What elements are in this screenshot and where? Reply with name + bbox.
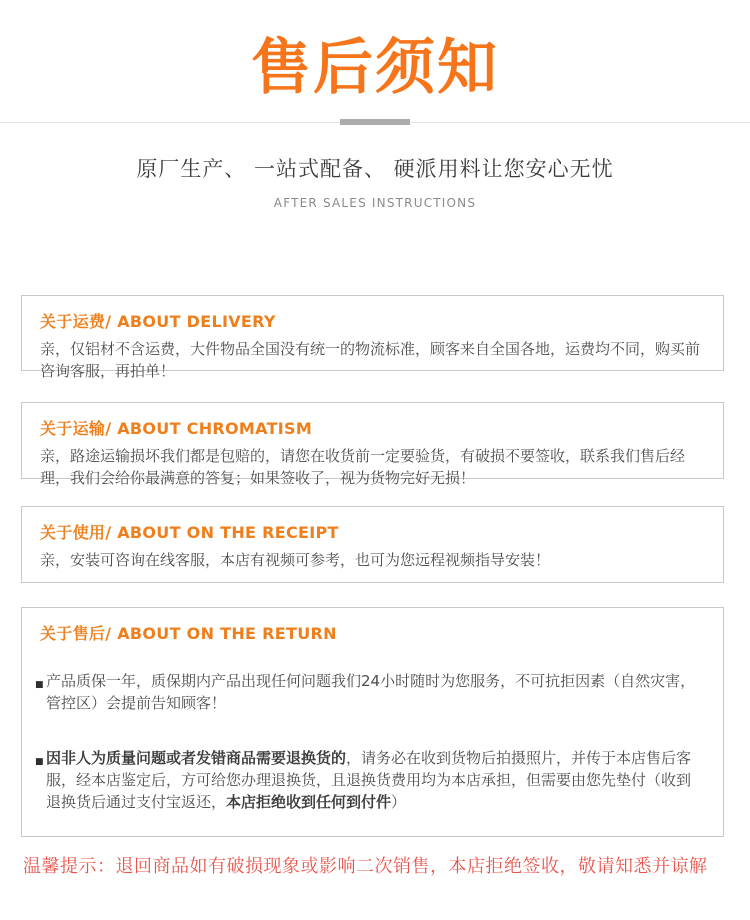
section-heading-delivery: 关于运费/ ABOUT DELIVERY [40,312,276,331]
bullet-text: ，请务必在收到货物后拍摄照片，并传于本店售后客服，经本店鉴定后，方可给您办理退换货，且退换货费用均为本店承担，但需要由您先垫付（收到退换货后通过支付宝返还， [46,749,692,811]
hero-header [0,0,750,104]
section-box-delivery [21,295,724,380]
square-bullet-icon: ■ [35,680,44,690]
bullet-text-bold-tail: 本店拒绝收到任何到付件 [226,793,392,811]
page-subtitle-english: AFTER SALES INSTRUCTIONS [273,196,477,210]
notice-sections [0,295,750,837]
page-subtitle: 原厂生产、 一站式配备、 硬派用料让您安心无忧 [136,157,614,181]
section-heading-receipt: 关于使用/ ABOUT ON THE RECEIPT [40,523,339,542]
section-box-receipt [21,506,724,583]
bullet-text-close: ） [391,793,407,811]
divider-accent-bar [340,119,410,125]
section-heading-chromatism: 关于运输/ ABOUT CHROMATISM [40,419,313,438]
section-body-chromatism: 亲，路途运输损坏我们都是包赔的，请您在收货前一定要验货，有破损不要签收，联系我们售后经理，我们会给你最满意的答复；如果签收了，视为货物完好无损！ [40,447,686,487]
section-box-return [21,607,724,837]
warm-reminder-note: 温馨提示：退回商品如有破损现象或影响二次销售，本店拒绝签收，敬请知悉并谅解 [23,856,708,877]
section-body-delivery: 亲，仅铝材不含运费，大件物品全国没有统一的物流标准，顾客来自全国各地，运费均不同，购买前咨询客服，再拍单！ [40,340,701,380]
return-bullet-exchange [35,747,703,813]
bullet-text-bold-lead: 因非人为质量问题或者发错商品需要退换货的 [46,749,347,767]
section-box-chromatism [21,402,724,487]
section-heading-return: 关于售后/ ABOUT ON THE RETURN [40,624,337,643]
return-bullet-warranty [35,670,703,714]
square-bullet-icon: ■ [35,757,44,767]
section-body-receipt: 亲，安装可咨询在线客服，本店有视频可参考，也可为您远程视频指导安装！ [40,551,551,569]
bullet-text: 产品质保一年，质保期内产品出现任何问题我们24小时随时为您服务，不可抗拒因素（自然灾害，管控区）会提前告知顾客！ [46,672,696,712]
title-divider [0,119,750,126]
page-title: 售后须知 [251,33,499,103]
